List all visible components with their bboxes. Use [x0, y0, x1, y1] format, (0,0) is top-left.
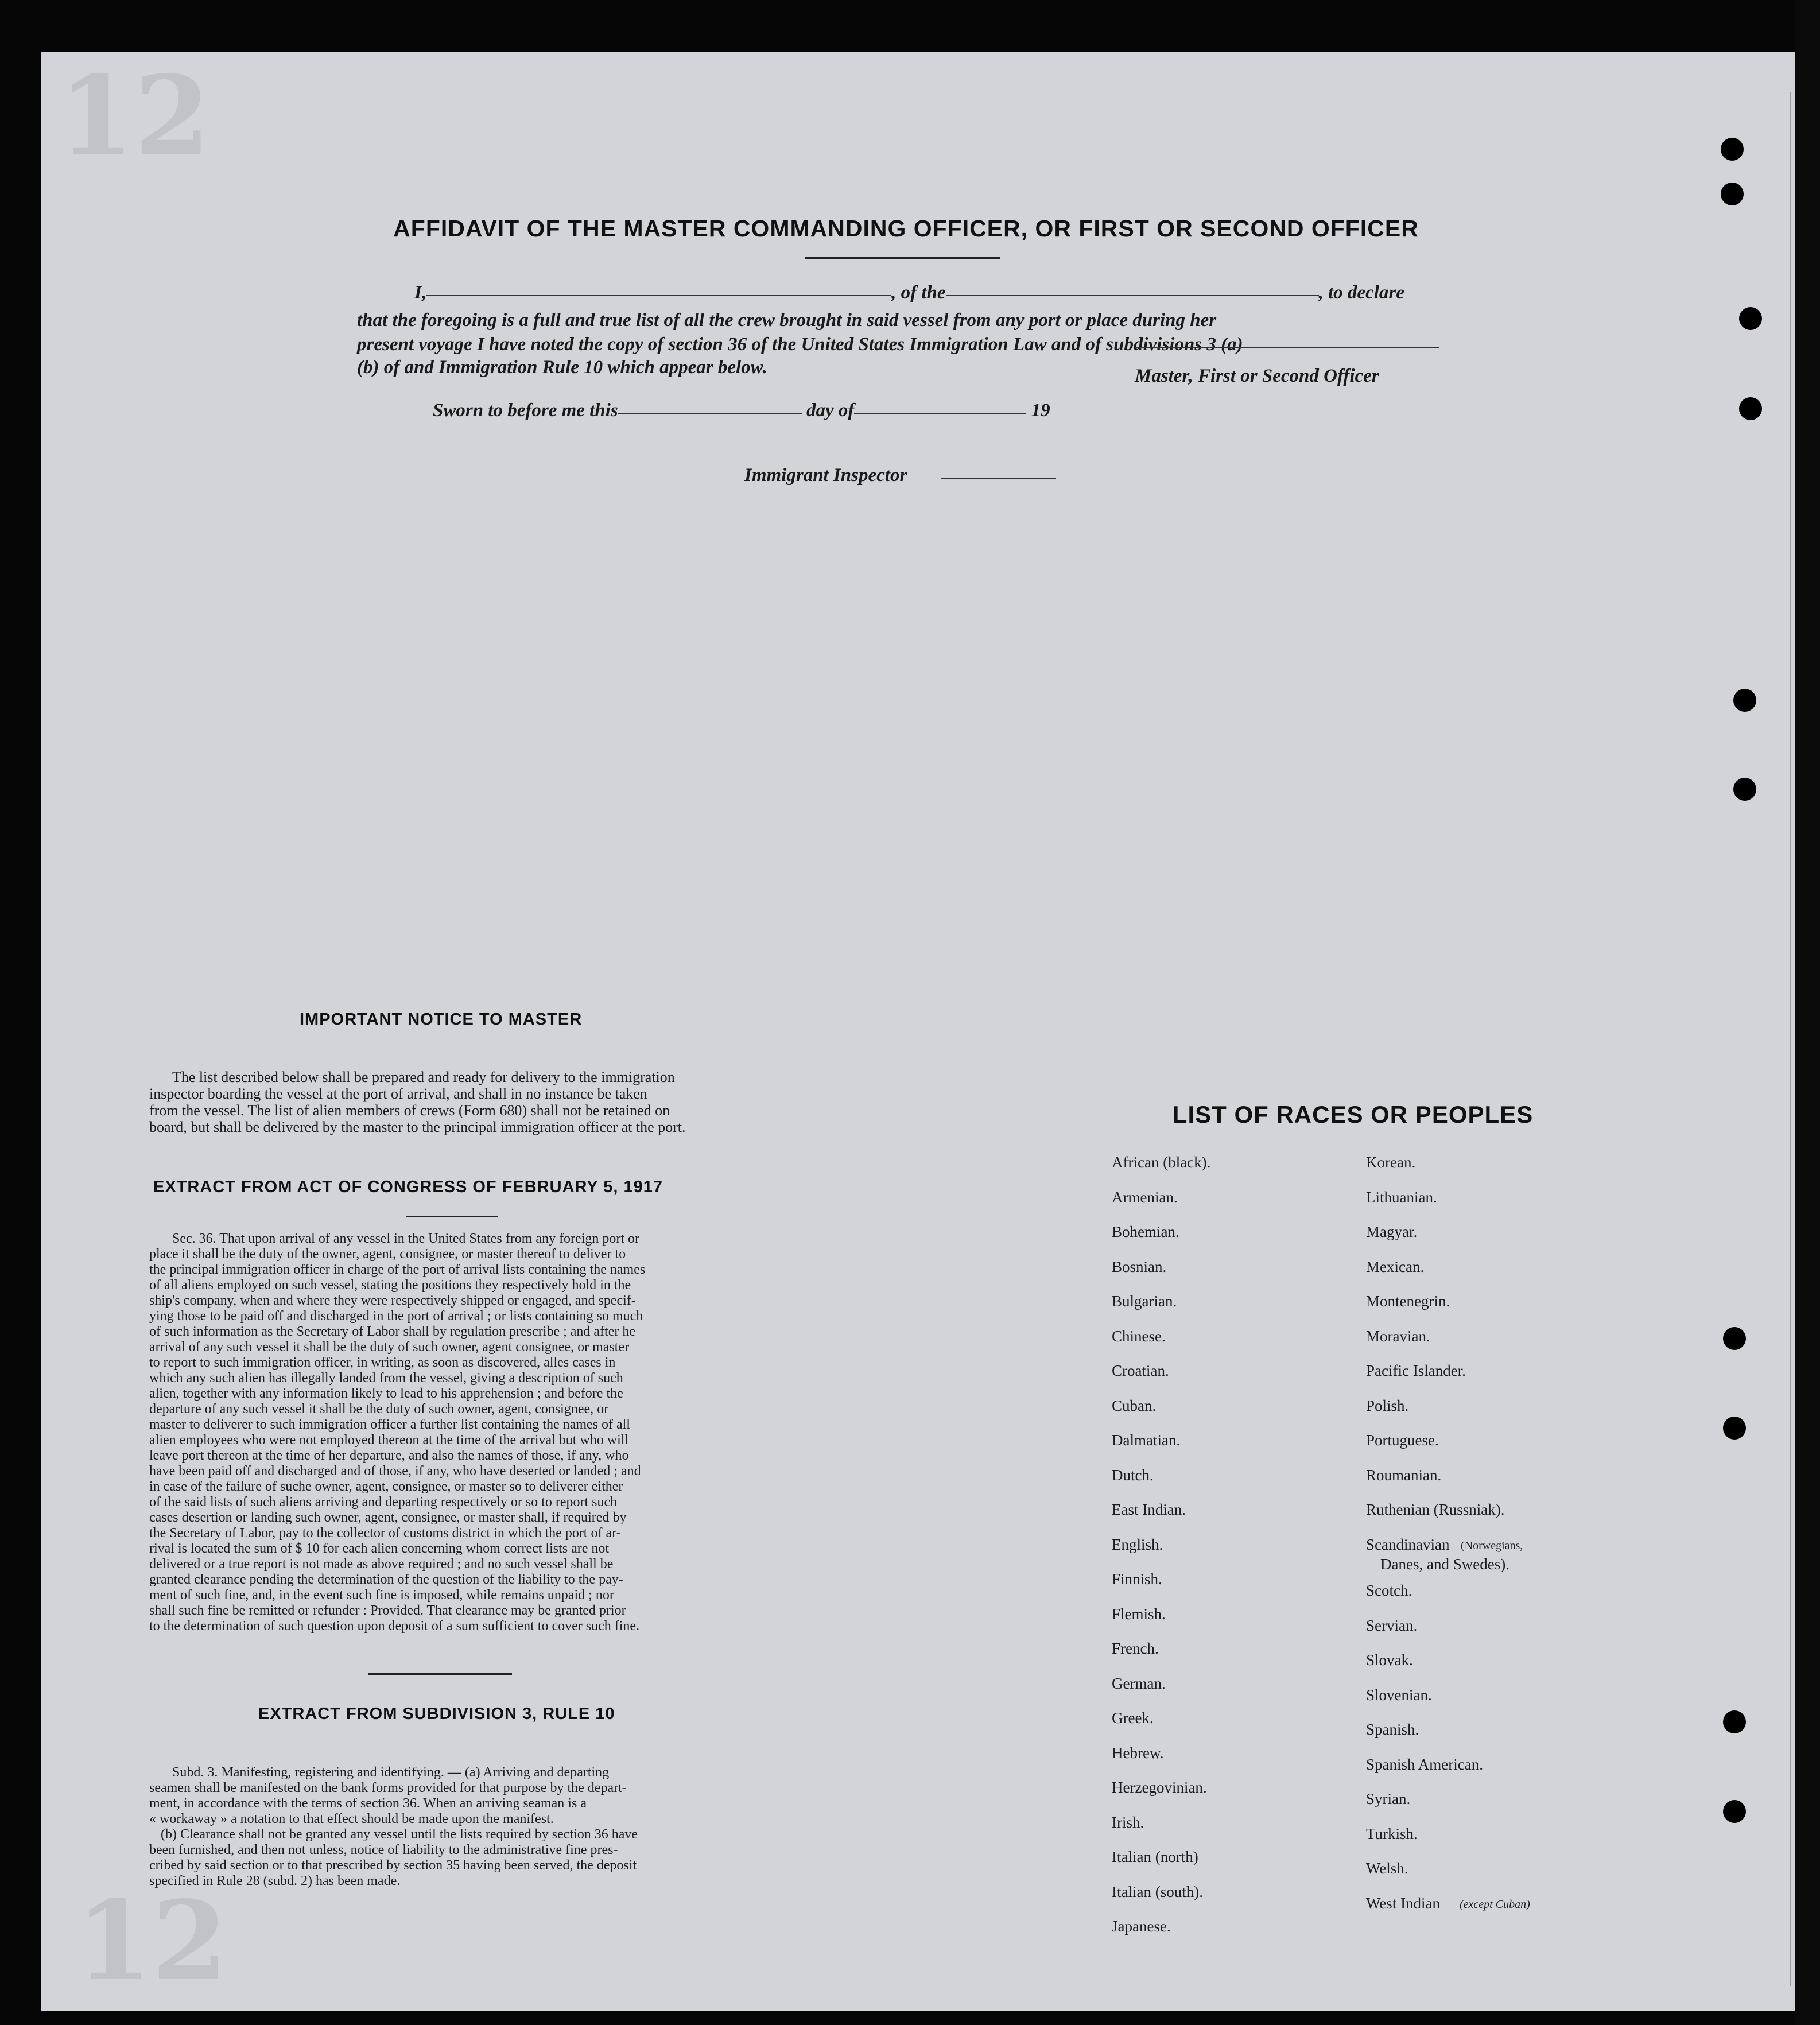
race-item: Scotch. — [1366, 1582, 1412, 1599]
race-item: Dalmatian. — [1112, 1432, 1181, 1449]
race-item: Herzegovinian. — [1112, 1779, 1207, 1796]
act-end-rule — [368, 1673, 512, 1675]
race-item: Croatian. — [1112, 1362, 1169, 1379]
body-line: been furnished, and then not unless, notice of liability to the administrative fine pres- — [149, 1842, 618, 1857]
punch-hole — [1723, 1327, 1746, 1350]
document-sheet — [41, 52, 1799, 2011]
race-item: Bosnian. — [1112, 1258, 1167, 1275]
race-item: Cuban. — [1112, 1396, 1157, 1414]
race-item: Moravian. — [1366, 1327, 1430, 1345]
body-line: departure of any such vessel it shall be the duty of such owner, agent, consignee, or — [149, 1402, 609, 1417]
body-line: ment, in accordance with the terms of section 36. When an arriving seaman is a — [149, 1796, 587, 1811]
inspector-label: Immigrant Inspector — [744, 465, 907, 486]
race-item: (except Cuban) — [1460, 1898, 1530, 1911]
race-item: Roumanian. — [1366, 1466, 1442, 1484]
body-line: place it shall be the duty of the owner, agent, consignee, or master thereof to deliver to — [149, 1247, 626, 1262]
vessel-blank[interactable] — [946, 294, 1319, 296]
body-line: Sec. 36. That upon arrival of any vessel in the United States from any foreign port or — [172, 1231, 640, 1246]
race-item: Welsh. — [1366, 1860, 1408, 1877]
race-item: French. — [1112, 1640, 1159, 1657]
race-item: Slovenian. — [1366, 1686, 1432, 1704]
margin-line — [1790, 92, 1791, 1986]
race-item: Pacific Islander. — [1366, 1362, 1466, 1379]
body-line: delivered or a true report is not made as above required ; and no such vessel shall be — [149, 1557, 614, 1572]
race-item: West Indian — [1366, 1894, 1441, 1912]
race-item: Lithuanian. — [1366, 1188, 1437, 1206]
punch-hole — [1723, 1800, 1746, 1823]
day-of-label: day of — [806, 400, 855, 421]
year-label: 19 — [1031, 400, 1050, 421]
affidavit-line-2: that the foregoing is a full and true list of all the crew brought in said vessel from any port or place during her — [357, 310, 1217, 331]
race-item: Armenian. — [1112, 1188, 1178, 1206]
race-item: Mexican. — [1366, 1258, 1425, 1275]
race-item: Turkish. — [1366, 1825, 1418, 1842]
act-rule — [406, 1216, 498, 1217]
body-line: the principal immigration officer in charge of the port of arrival lists containing the names — [149, 1262, 646, 1277]
scan-edge — [1795, 0, 1820, 2025]
race-item: Dutch. — [1112, 1466, 1154, 1484]
body-line: of the said lists of such aliens arriving and departing respectively or so to report such — [149, 1495, 618, 1510]
body-line: shall such fine be remitted or refunder : Provided. That clearance may be granted prior — [149, 1603, 626, 1618]
ghost-number-top: 12 — [59, 52, 211, 180]
act-title: EXTRACT FROM ACT OF CONGRESS OF FEBRUARY 5, 1917 — [153, 1178, 663, 1196]
body-line: to the determination of such question upon deposit of a sum sufficient to cover such fine. — [149, 1619, 640, 1634]
body-line: master to deliverer to such immigration officer a further list containing the names of all — [149, 1417, 630, 1432]
rule-body — [149, 1765, 844, 1889]
body-line: the Secretary of Labor, pay to the collector of customs district in which the port of ar- — [149, 1526, 621, 1541]
sworn-label: Sworn to before me this — [433, 400, 618, 421]
ghost-number-bottom: 12 — [76, 1877, 228, 2005]
body-line: arrival of any such vessel it shall be the duty of such owner, agent consignee, or master — [149, 1340, 630, 1355]
title-underline — [805, 257, 1000, 259]
race-item: Bulgarian. — [1112, 1293, 1177, 1310]
punch-hole — [1733, 778, 1756, 801]
body-line: granted clearance pending the determination of the question of the liability to the pay- — [149, 1572, 623, 1587]
race-item: Hebrew. — [1112, 1744, 1164, 1762]
body-line: ship's company, when and where they were respectively shipped or engaged, and specif- — [149, 1293, 636, 1308]
name-blank[interactable] — [426, 294, 891, 296]
notice-line: The list described below shall be prepared and ready for delivery to the immigration — [172, 1069, 675, 1085]
body-line: ment of such fine, and, in the event such fine is imposed, while remains unpaid ; nor — [149, 1588, 614, 1603]
body-line: ying those to be paid off and discharged in the port of arrival ; or lists containing so much — [149, 1309, 643, 1324]
body-line: of all aliens employed on such vessel, stating the positions they respectively hold in the — [149, 1278, 631, 1293]
notice-line: inspector boarding the vessel at the port of arrival, and shall in no instance be taken — [149, 1085, 647, 1102]
race-item: Slovak. — [1366, 1651, 1413, 1669]
race-item: Korean. — [1366, 1154, 1416, 1171]
body-line: to report to such immigration officer, in writing, as soon as discovered, alles cases in — [149, 1355, 616, 1370]
body-line: of such information as the Secretary of Labor shall by regulation prescribe ; and after he — [149, 1324, 636, 1339]
race-item: African (black). — [1112, 1154, 1211, 1171]
race-item: Servian. — [1366, 1616, 1418, 1634]
race-item: English. — [1112, 1535, 1163, 1553]
body-line: alien, together with any information likely to lead to his apprehension ; and before the — [149, 1386, 623, 1401]
affidavit-line-4: (b) of and Immigration Rule 10 which appear below. — [357, 357, 767, 378]
body-line: alien employees who were not employed thereon at the time of the arrival but who will — [149, 1433, 629, 1448]
notice-line: from the vessel. The list of alien members of crews (Form 680) shall not be retained on — [149, 1102, 670, 1119]
race-item: Portuguese. — [1366, 1432, 1439, 1449]
race-item: Syrian. — [1366, 1790, 1411, 1807]
affidavit-line-1 — [414, 281, 1404, 304]
ghost-text-band — [856, 270, 964, 1934]
race-item: Spanish. — [1366, 1721, 1419, 1738]
month-blank[interactable] — [854, 412, 1026, 414]
to-declare-label: , to declare — [1318, 282, 1404, 303]
race-item: Scandinavian — [1366, 1535, 1450, 1553]
race-item: Chinese. — [1112, 1327, 1166, 1345]
race-item: Spanish American. — [1366, 1755, 1483, 1773]
punch-hole — [1739, 397, 1762, 420]
punch-hole — [1721, 183, 1744, 205]
notice-body — [149, 1069, 844, 1135]
affidavit-title: AFFIDAVIT OF THE MASTER COMMANDING OFFICER, OR FIRST OR SECOND OFFICER — [393, 215, 1419, 242]
master-label: Master, First or Second Officer — [1135, 366, 1379, 386]
rule-title: EXTRACT FROM SUBDIVISION 3, RULE 10 — [258, 1705, 615, 1723]
race-item: Polish. — [1366, 1396, 1409, 1414]
notice-title: IMPORTANT NOTICE TO MASTER — [300, 1010, 583, 1029]
body-line: have been paid off and discharged and of those, if any, who have deserted or landed ; and — [149, 1464, 641, 1479]
race-item: Japanese. — [1112, 1918, 1171, 1935]
race-item: Italian (north) — [1112, 1848, 1198, 1865]
body-line: which any such alien has illegally landed from the vessel, giving a description of such — [149, 1371, 623, 1386]
race-item: Flemish. — [1112, 1605, 1166, 1623]
race-item: Italian (south). — [1112, 1883, 1203, 1900]
punch-hole — [1739, 307, 1762, 330]
race-item: Greek. — [1112, 1709, 1154, 1727]
body-line: cribed by said section or to that prescribed by section 35 having been served, the deposit — [149, 1858, 637, 1873]
race-item: Montenegrin. — [1366, 1293, 1450, 1310]
sworn-day-blank[interactable] — [618, 412, 802, 414]
body-line: rival is located the sum of $ 10 for each alien concerning whom correct lists are not — [149, 1541, 610, 1556]
inspector-signature-line[interactable] — [941, 478, 1056, 479]
body-line: « workaway » a notation to that effect should be made upon the manifest. — [149, 1811, 554, 1826]
body-line: specified in Rule 28 (subd. 2) has been made. — [149, 1873, 401, 1888]
punch-hole — [1721, 138, 1744, 161]
body-line: (b) Clearance shall not be granted any vessel until the lists required by section 36 have — [161, 1827, 638, 1842]
sworn-line — [433, 399, 1050, 422]
race-item: Ruthenian (Russniak). — [1366, 1501, 1505, 1518]
race-item: Magyar. — [1366, 1223, 1418, 1240]
punch-hole — [1733, 689, 1756, 712]
body-line: Subd. 3. Manifesting, registering and identifying. — (a) Arriving and departing — [172, 1765, 610, 1780]
race-item: Bohemian. — [1112, 1223, 1179, 1240]
races-title: LIST OF RACES OR PEOPLES — [1172, 1101, 1534, 1128]
affidavit-i-label: I, — [414, 282, 427, 303]
punch-hole — [1723, 1417, 1746, 1440]
race-item: (Norwegians, — [1461, 1539, 1523, 1552]
master-signature-line[interactable] — [1135, 347, 1439, 348]
of-the-label: , of the — [891, 282, 946, 303]
act-body — [149, 1231, 844, 1634]
race-item: German. — [1112, 1674, 1166, 1692]
race-item: Finnish. — [1112, 1570, 1162, 1588]
body-line: seamen shall be manifested on the bank forms provided for that purpose by the depart- — [149, 1780, 627, 1795]
body-line: in case of the failure of suche owner, agent, consignee, or master so to deliverer either — [149, 1479, 623, 1494]
affidavit-line-3: present voyage I have noted the copy of section 36 of the United States Immigration Law and of subdivisions 3 (a) — [357, 334, 1243, 355]
race-item: Irish. — [1112, 1813, 1144, 1831]
body-line: leave port thereon at the time of her departure, and also the names of those, if any, who — [149, 1448, 629, 1463]
notice-line: board, but shall be delivered by the master to the principal immigration officer at the port. — [149, 1119, 686, 1135]
punch-hole — [1723, 1710, 1746, 1733]
body-line: cases desertion or landing such owner, agent, consignee, or master shall, if required by — [149, 1510, 627, 1525]
race-item: Danes, and Swedes). — [1380, 1555, 1509, 1573]
race-item: East Indian. — [1112, 1501, 1186, 1518]
